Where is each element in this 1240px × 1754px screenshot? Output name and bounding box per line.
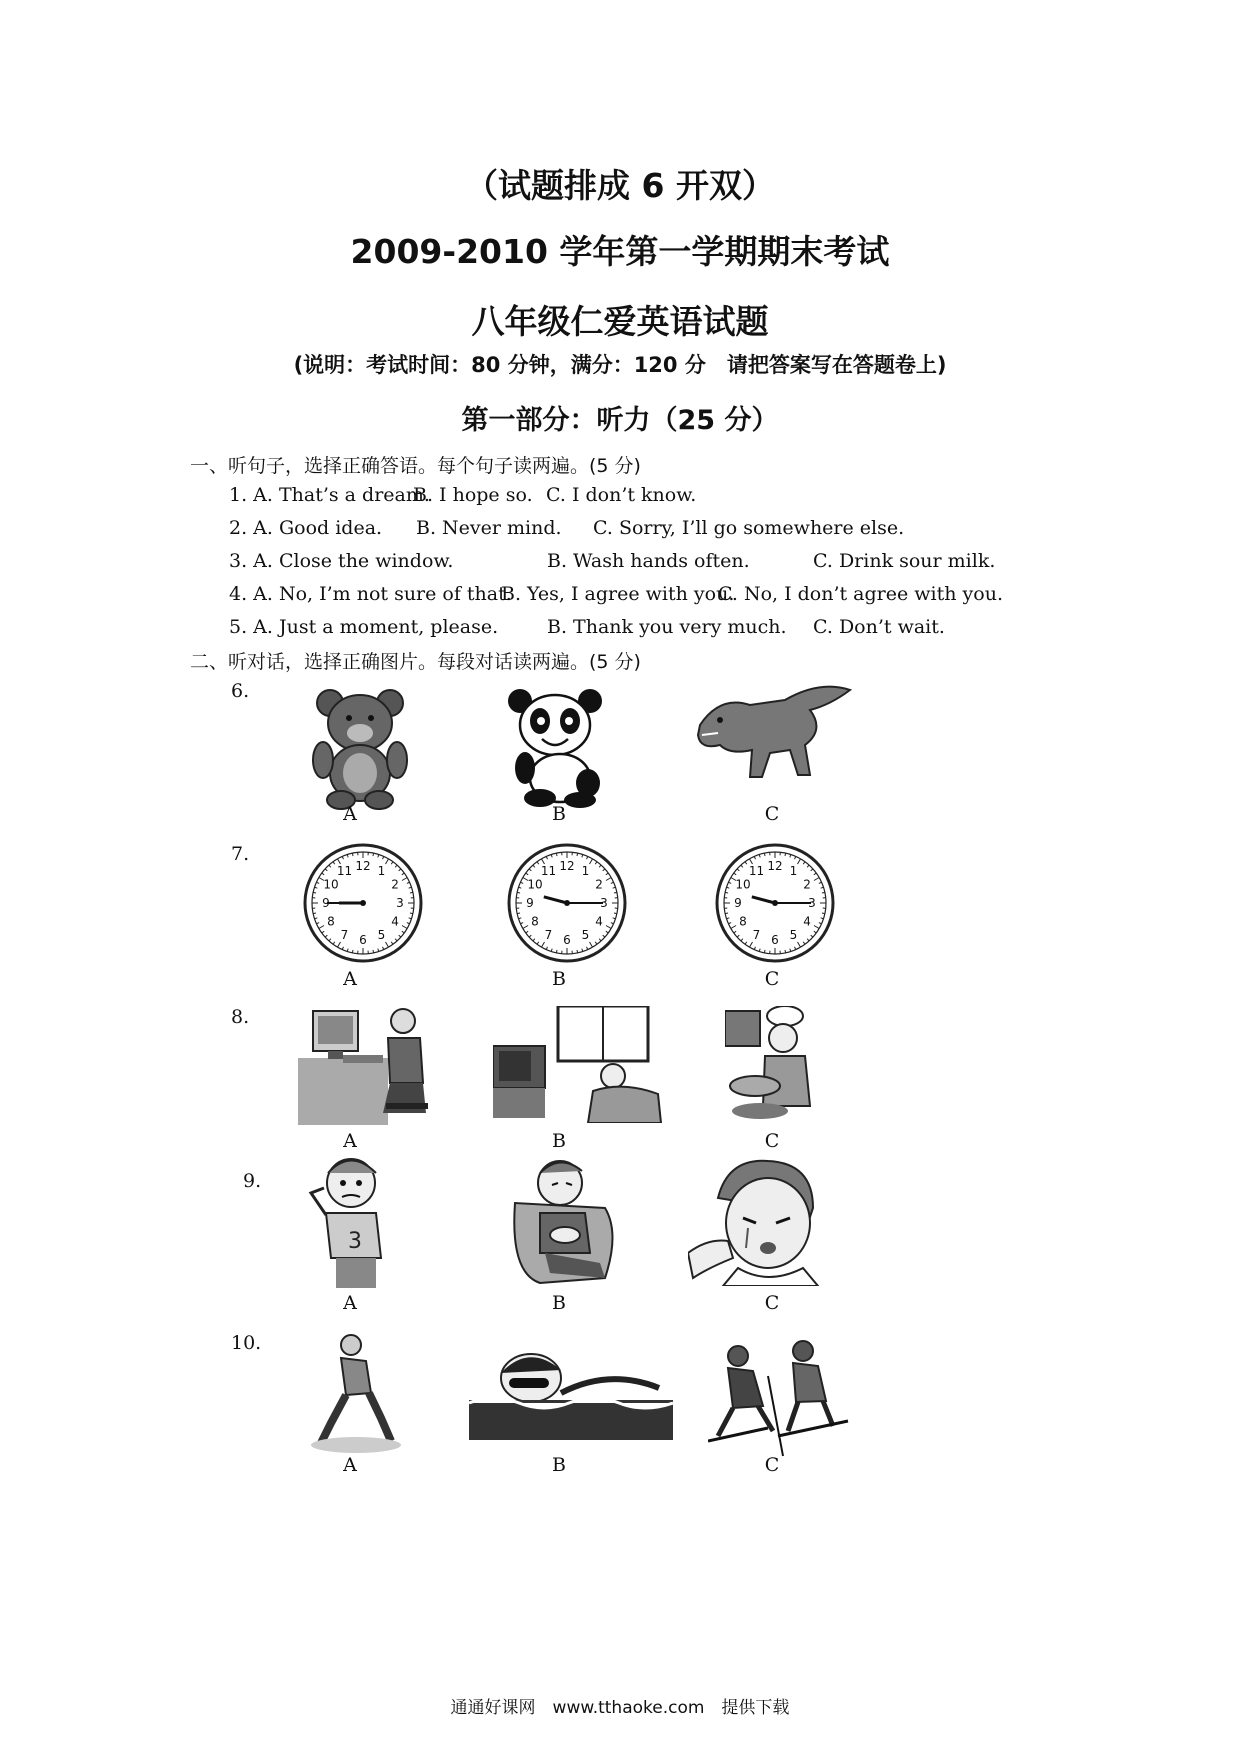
option-c: C. Drink sour milk.	[813, 550, 996, 572]
page-footer: 通通好课网 www.tthaoke.com 提供下载	[450, 1698, 790, 1718]
clock-number: 4	[803, 914, 811, 929]
clock-number: 4	[595, 914, 603, 929]
question-7-number: 7.	[231, 843, 250, 865]
section1-heading: 一、听句子，选择正确答语。每个句子读两遍。(5 分)	[190, 455, 641, 477]
option-label-b: B	[552, 1130, 566, 1152]
option-b: B. Thank you very much.	[547, 616, 787, 638]
clock-b-icon	[506, 842, 628, 964]
boy-stomachache-icon	[510, 1153, 622, 1290]
option-b: B. Yes, I agree with you.	[501, 583, 735, 605]
option-c: C. I don’t know.	[546, 484, 697, 506]
clock-number: 11	[540, 863, 557, 878]
person-skating-icon	[311, 1333, 403, 1455]
people-skiing-icon	[708, 1336, 850, 1458]
clock-number: 9	[526, 896, 534, 910]
clock-number: 8	[739, 914, 747, 929]
clock-number: 7	[544, 928, 553, 943]
option-b: B. Never mind.	[416, 517, 562, 539]
option-label-b: B	[552, 1454, 566, 1476]
option-label-c: C	[764, 968, 780, 990]
clock-number: 4	[391, 914, 399, 929]
clock-number: 5	[377, 928, 386, 943]
option-label-a: A	[343, 1130, 357, 1152]
clock-number: 5	[789, 928, 798, 943]
clock-number: 2	[595, 877, 603, 892]
option-label-c: C	[764, 1454, 780, 1476]
clock-number: 12	[767, 859, 783, 873]
option-label-c: C	[764, 1292, 780, 1314]
wolf-icon	[690, 675, 855, 785]
option-a: 5. A. Just a moment, please.	[229, 616, 499, 638]
clock-number: 9	[322, 896, 330, 910]
clock-number: 11	[748, 863, 765, 878]
clock-number: 12	[559, 859, 575, 873]
option-label-a: A	[343, 1292, 357, 1314]
clock-number: 10	[735, 877, 751, 892]
clock-number: 1	[789, 863, 798, 878]
question-9-number: 9.	[243, 1170, 262, 1192]
option-a: 2. A. Good idea.	[229, 517, 383, 539]
clock-number: 2	[803, 877, 811, 892]
clock-number: 10	[527, 877, 543, 892]
question-6-number: 6.	[231, 680, 250, 702]
clock-c-icon	[714, 842, 836, 964]
option-c: C. Sorry, I’ll go somewhere else.	[593, 517, 905, 539]
option-label-a: A	[343, 1454, 357, 1476]
question-10-number: 10.	[231, 1332, 262, 1354]
option-label-b: B	[552, 1292, 566, 1314]
panda-icon	[500, 683, 610, 808]
clock-number: 9	[734, 896, 742, 910]
option-label-a: A	[343, 968, 357, 990]
boy-watching-tv-icon	[493, 1006, 665, 1123]
section2-heading: 二、听对话，选择正确图片。每段对话读两遍。(5 分)	[190, 651, 641, 673]
option-a: 4. A. No, I’m not sure of that.	[229, 583, 512, 605]
svg-text:3: 3	[348, 1229, 362, 1254]
boy-swimming-icon	[469, 1338, 673, 1440]
clock-number: 1	[581, 863, 590, 878]
clock-number: 3	[808, 896, 816, 910]
option-b: B. Wash hands often.	[547, 550, 750, 572]
clock-number: 7	[340, 928, 349, 943]
option-label-c: C	[764, 1130, 780, 1152]
option-label-c: C	[764, 803, 780, 825]
clock-number: 3	[600, 896, 608, 910]
clock-number: 2	[391, 877, 399, 892]
part-heading: 第一部分：听力（25 分）	[461, 405, 779, 436]
boy-crying-icon	[688, 1153, 830, 1286]
exam-subtitle: 八年级仁爱英语试题	[471, 302, 769, 341]
clock-number: 8	[327, 914, 335, 929]
option-a: 1. A. That’s a dream.	[229, 484, 430, 506]
clock-number: 6	[563, 933, 571, 947]
boy-cooking-icon	[725, 1006, 817, 1123]
clock-number: 3	[396, 896, 404, 910]
option-label-b: B	[552, 803, 566, 825]
clock-number: 10	[323, 877, 339, 892]
clock-number: 5	[581, 928, 590, 943]
clock-a-icon	[302, 842, 424, 964]
clock-number: 12	[355, 859, 371, 873]
clock-number: 6	[771, 933, 779, 947]
option-label-b: B	[552, 968, 566, 990]
clock-number: 6	[359, 933, 367, 947]
option-c: C. Don’t wait.	[813, 616, 945, 638]
option-label-a: A	[343, 803, 357, 825]
boy-using-computer-icon	[298, 1003, 440, 1125]
clock-number: 7	[752, 928, 761, 943]
question-8-number: 8.	[231, 1006, 250, 1028]
teddy-bear-icon	[305, 685, 415, 810]
boy-headache-icon	[306, 1153, 406, 1290]
option-b: B. I hope so.	[413, 484, 533, 506]
option-c: C. No, I don’t agree with you.	[718, 583, 1003, 605]
clock-number: 1	[377, 863, 386, 878]
clock-number: 8	[531, 914, 539, 929]
option-a: 3. A. Close the window.	[229, 550, 454, 572]
clock-number: 11	[336, 863, 353, 878]
exam-title: 2009-2010 学年第一学期期末考试	[350, 232, 890, 271]
exam-instructions: (说明：考试时间：80 分钟，满分：120 分 请把答案写在答题卷上)	[293, 353, 947, 377]
top-note: （试题排成 6 开双）	[465, 166, 775, 205]
